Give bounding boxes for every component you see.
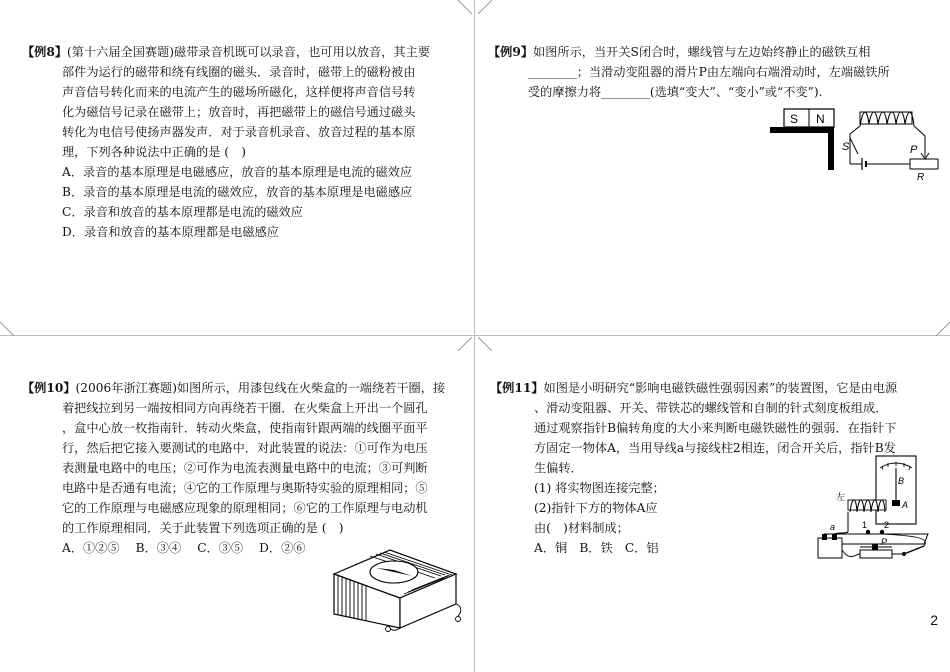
q11-line: 如图是小明研究“影响电磁铁磁性强弱因素”的装置图，它是由电源: [543, 381, 898, 395]
corner-mark: [458, 0, 472, 14]
q11-sub-2b: 由( )材料制成；: [534, 521, 629, 535]
q8-line: 转化为电信号使扬声器发声．对于录音机录音、放音过程的基本原: [62, 125, 416, 139]
corner-mark: [458, 337, 472, 351]
q9-line: ________；当滑动变阻器的滑片P由左端向右端滑动时，左端磁铁所: [528, 65, 890, 79]
q10-line: 的工作原理相同．关于此装置下列选项正确的是 ( ): [62, 521, 344, 535]
bracket: [770, 127, 834, 170]
slider-p-label: P: [881, 537, 888, 547]
question-8: [22, 42, 462, 242]
q11-line: 生偏转．: [534, 461, 583, 475]
page-number: 2: [930, 612, 938, 628]
q10-line: 电路中是否通有电流；④它的工作原理与奥斯特实验的原理相同；⑤: [62, 481, 428, 495]
q8-option-a: A．录音的基本原理是电磁感应，放音的基本原理是电流的磁效应: [62, 165, 413, 179]
q8-option-b: B．录音的基本原理是电流的磁效应，放音的基本原理是电磁感应: [62, 185, 413, 199]
q10-line: (2006年浙江赛题)如图所示，用漆包线在火柴盒的一端绕若干圈，接: [75, 381, 446, 395]
q11-sub-2a: (2)指针下方的物体A应: [534, 501, 658, 515]
magnet-n-label: N: [816, 112, 825, 126]
switch: [902, 546, 924, 556]
object-a: [892, 500, 900, 506]
q11-tag: 【例11】: [490, 381, 544, 395]
left-label: 左: [836, 492, 846, 502]
q8-option-c: C．录音和放音的基本原理都是电流的磁效应: [62, 205, 303, 219]
object-a-label: A: [902, 500, 909, 510]
scale-board: [876, 456, 916, 524]
q8-option-d: D．录音和放音的基本原理都是电磁感应: [62, 225, 279, 239]
q11-line: 、滑动变阻器、开关、带铁芯的螺线管和自制的针式刻度板组成．: [534, 401, 888, 415]
q11-sub-1: (1) 将实物图连接完整；: [534, 481, 665, 495]
corner-mark: [478, 0, 492, 14]
corner-mark: [478, 337, 492, 351]
corner-mark: [0, 322, 14, 336]
q9-circuit-figure: [770, 104, 940, 180]
q10-line: 表测量电路中的电压；②可作为电流表测量电路中的电流；③可判断: [62, 461, 428, 475]
q10-matchbox-figure: [326, 532, 466, 632]
solenoid: [860, 112, 914, 126]
magnet-s-label: S: [790, 112, 799, 126]
vertical-divider: [474, 0, 475, 672]
terminal: [456, 617, 461, 622]
wire-a-label: a: [830, 522, 836, 532]
q8-line: 部件为运行的磁带和绕有线圈的磁头．录音时，磁带上的磁粉被由: [62, 65, 416, 79]
horizontal-divider: [0, 335, 950, 336]
terminal: [386, 627, 391, 632]
corner-mark: [936, 322, 950, 336]
q10-tag: 【例10】: [22, 381, 76, 395]
q8-line: 声音信号转化而来的电流产生的磁场所磁化，这样便将声音信号转: [62, 85, 416, 99]
q11-line: 方固定一物体A，当用导线a与接线柱2相连，闭合开关后，指针B发: [534, 441, 896, 455]
pointer-b-label: B: [898, 476, 905, 486]
q10-line: 它的工作原理与电磁感应现象的原理相同；⑥它的工作原理与电动机: [62, 501, 428, 515]
q11-apparatus-figure: [804, 454, 934, 572]
q9-line: 受的摩擦力将________(选填“变大”、“变小”或“不变”).: [528, 85, 823, 99]
rheostat-r-label: R: [917, 172, 925, 180]
q9-tag: 【例9】: [488, 45, 534, 59]
q10-line: 行，然后把它接入要测试的电路中．对此装置的说法：①可作为电压: [62, 441, 428, 455]
terminal-2-label: 2: [884, 520, 890, 530]
q10-options: A．①②⑤ B．③④ C．③⑤ D．②⑥: [62, 541, 306, 555]
slider-p-label: P: [910, 144, 918, 156]
q8-line: 化为磁信号记录在磁带上；放音时，再把磁带上的磁信号通过磁头: [62, 105, 416, 119]
rheostat: [910, 144, 938, 180]
q8-line: 理，下列各种说法中正确的是 ( ): [62, 145, 247, 159]
q11-line: 通过观察指针B偏转角度的大小来判断电磁铁磁性的强弱．在指针下: [534, 421, 897, 435]
battery: [862, 158, 866, 170]
question-10: [22, 378, 462, 558]
q10-line: 着把线拉到另一端按相同方向再绕若干圈．在火柴盒上开出一个圆孔: [62, 401, 428, 415]
switch-label: S: [842, 141, 850, 153]
compass-icon: [370, 561, 418, 583]
question-9: [488, 42, 938, 102]
q8-line: (第十六届全国赛题)磁带录音机既可以录音，也可用以放音，其主要: [67, 45, 430, 59]
q11-options: A．铜 B．铁 C．铝: [534, 541, 659, 555]
q10-line: ，盒中心放一枚指南针．转动火柴盒，使指南针跟两端的线圈平面平: [62, 421, 428, 435]
battery-box: [818, 534, 842, 558]
bar-magnet: [784, 109, 834, 127]
q8-tag: 【例8】: [22, 45, 68, 59]
q9-line: 如图所示，当开关S闭合时，螺线管与左边始终静止的磁铁互相: [533, 45, 871, 59]
terminal-1-label: 1: [862, 520, 868, 530]
